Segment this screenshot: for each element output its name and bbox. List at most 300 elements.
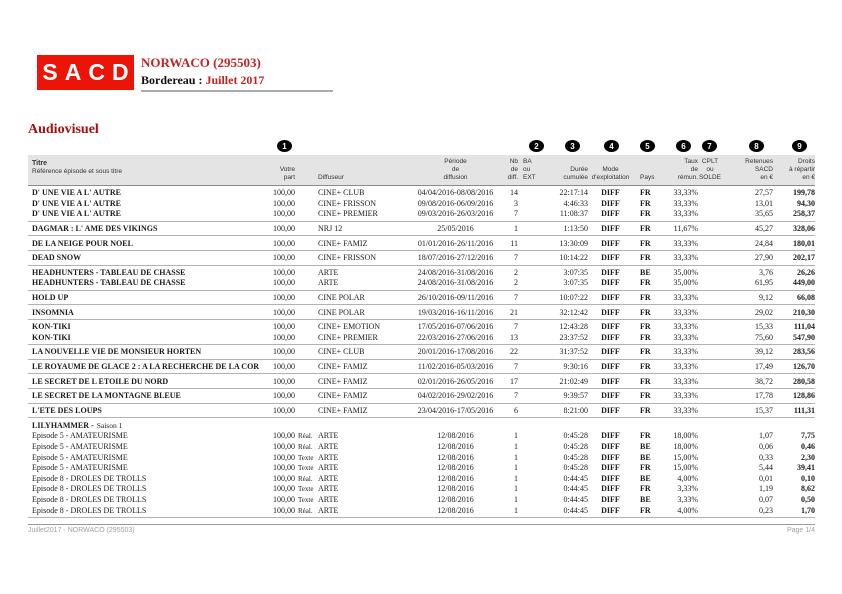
cell-dur: 0:45:28 [563, 463, 588, 473]
marker-3: 3 [565, 140, 580, 152]
cell-dif: CINE+ FAMIZ [318, 238, 368, 248]
table-row [28, 362, 815, 373]
cell-dur: 31:37:52 [559, 347, 588, 357]
cell-dur: 4:46:33 [563, 198, 588, 208]
cell-dur: 9:30:16 [563, 362, 588, 372]
cell-dur: 10:07:22 [559, 293, 588, 303]
royalties-table [28, 155, 815, 518]
cell-dur: 0:44:45 [563, 473, 588, 483]
cell-role: Réal. [298, 506, 313, 515]
cell-mode: DIFF [601, 332, 620, 342]
cell-nb: 7 [514, 322, 518, 332]
cell-taux: 4,00% [677, 505, 698, 515]
cell-taux: 15,00% [673, 452, 698, 462]
cell-dif: ARTE [318, 505, 339, 515]
cell-per: 18/07/2016-27/12/2016 [417, 253, 494, 263]
marker-1: 1 [277, 140, 292, 152]
col-mode: Mode d'exploitation [591, 166, 630, 181]
cell-dro: 449,00 [793, 278, 815, 288]
cell-part: 100,00 [273, 494, 295, 504]
cell-ret: 5,44 [759, 463, 773, 473]
cell-ret: 27,90 [755, 253, 773, 263]
cell-per: 22/03/2016-27/06/2016 [417, 332, 494, 342]
cell-dif: CINE+ EMOTION [318, 322, 381, 332]
cell-title: Episode 5 - AMATEURISME [32, 452, 128, 462]
cell-mode: DIFF [601, 463, 620, 473]
cell-taux: 33,33% [673, 188, 698, 198]
cell-dur: 0:45:28 [563, 431, 588, 441]
table-row [28, 199, 815, 210]
cell-ret: 13,01 [755, 198, 773, 208]
cell-per: 19/03/2016-16/11/2016 [417, 307, 494, 317]
cell-per: 01/01/2016-26/11/2016 [417, 238, 494, 248]
cell-taux: 33,33% [673, 362, 698, 372]
cell-taux: 35,00% [673, 278, 698, 288]
cell-title: HEADHUNTERS - TABLEAU DE CHASSE [32, 267, 186, 277]
cell-part: 100,00 [273, 376, 295, 386]
cell-taux: 3,33% [677, 494, 698, 504]
cell-part: 100,00 [273, 267, 295, 277]
cell-title: HEADHUNTERS - TABLEAU DE CHASSE [32, 278, 186, 288]
cell-nb: 1 [514, 505, 518, 515]
cell-per: 12/08/2016 [437, 452, 474, 462]
cell-dur: 32:12:42 [559, 307, 588, 317]
cell-role: Texte [298, 495, 314, 504]
cell-nb: 1 [514, 494, 518, 504]
cell-pays: FR [640, 278, 651, 288]
table-row [28, 406, 815, 417]
table-row [28, 347, 815, 358]
cell-dro: 8,62 [801, 484, 815, 494]
cell-dif: ARTE [318, 441, 339, 451]
cell-dur: 22:17:14 [559, 188, 588, 198]
marker-2: 2 [529, 140, 544, 152]
cell-ret: 3,76 [759, 267, 773, 277]
cell-title: Episode 5 - AMATEURISME [32, 431, 128, 441]
cell-ret: 0,33 [759, 452, 773, 462]
table-row [28, 307, 815, 318]
header-rule [141, 90, 333, 92]
cell-nb: 7 [514, 253, 518, 263]
cell-nb: 2 [514, 278, 518, 288]
cell-pays: FR [640, 405, 651, 415]
cell-ret: 15,37 [755, 405, 773, 415]
cell-dro: 39,41 [797, 463, 815, 473]
group-separator [28, 373, 815, 374]
table-row [28, 442, 815, 453]
group-separator [28, 250, 815, 251]
cell-role: Réal. [298, 432, 313, 441]
cell-pays: BE [640, 494, 651, 504]
cell-pays: FR [640, 391, 651, 401]
group-separator [28, 221, 815, 222]
cell-taux: 33,33% [673, 391, 698, 401]
table-header [28, 155, 815, 186]
table-row [28, 293, 815, 304]
group-separator [28, 344, 815, 345]
cell-dif: ARTE [318, 463, 339, 473]
group-separator [28, 290, 815, 291]
group-separator [28, 403, 815, 404]
marker-5: 5 [640, 140, 655, 152]
cell-pays: FR [640, 505, 651, 515]
cell-taux: 33,33% [673, 307, 698, 317]
cell-part: 100,00 [273, 473, 295, 483]
cell-pays: FR [640, 463, 651, 473]
col-titre: Titre Référence épisode et sous titre [32, 160, 122, 175]
cell-mode: DIFF [601, 505, 620, 515]
cell-part: 100,00 [273, 224, 295, 234]
cell-taux: 33,33% [673, 322, 698, 332]
cell-part: 100,00 [273, 362, 295, 372]
cell-dro: 1,70 [801, 505, 815, 515]
cell-ret: 0,06 [759, 441, 773, 451]
cell-title: Episode 5 - AMATEURISME [32, 441, 128, 451]
cell-taux: 33,33% [673, 405, 698, 415]
cell-nb: 11 [510, 238, 518, 248]
cell-pays: FR [640, 307, 651, 317]
table-row [28, 188, 815, 199]
cell-mode: DIFF [601, 347, 620, 357]
col-ba-ext: BA ou EXT [523, 158, 536, 181]
cell-ret: 35,65 [755, 209, 773, 219]
cell-nb: 7 [514, 362, 518, 372]
cell-title: D' UNE VIE A L' AUTRE [32, 198, 121, 208]
cell-title: LA NOUVELLE VIE DE MONSIEUR HORTEN [32, 347, 202, 357]
cell-nb: 1 [514, 224, 518, 234]
cell-mode: DIFF [601, 278, 620, 288]
bordereau-label: Bordereau : [141, 73, 203, 87]
cell-pays: FR [640, 224, 651, 234]
table-row [28, 473, 815, 484]
cell-dif: CINE+ FRISSON [318, 198, 377, 208]
cell-pays: BE [640, 452, 651, 462]
table-row [28, 268, 815, 279]
cell-part: 100,00 [273, 391, 295, 401]
cell-part: 100,00 [273, 441, 295, 451]
cell-dro: 280,58 [793, 376, 815, 386]
cell-part: 100,00 [273, 278, 295, 288]
cell-part: 100,00 [273, 405, 295, 415]
footer-left: Juillet2017 - NORWACO (295503) [28, 527, 135, 534]
cell-ret: 75,60 [755, 332, 773, 342]
cell-per: 12/08/2016 [437, 463, 474, 473]
marker-9: 9 [792, 140, 807, 152]
cell-nb: 1 [514, 431, 518, 441]
cell-nb: 1 [514, 452, 518, 462]
col-pays: Pays [640, 174, 655, 181]
cell-dur: 10:14:22 [559, 253, 588, 263]
cell-part: 100,00 [273, 484, 295, 494]
table-row [28, 278, 815, 289]
cell-dur: 11:08:37 [559, 209, 588, 219]
cell-per: 12/08/2016 [437, 473, 474, 483]
cell-dro: 94,30 [797, 198, 815, 208]
cell-dur: 9:39:57 [563, 391, 588, 401]
cell-mode: DIFF [601, 198, 620, 208]
table-body [28, 186, 815, 516]
cell-dur: 3:07:35 [563, 278, 588, 288]
cell-nb: 21 [510, 307, 518, 317]
cell-nb: 1 [514, 441, 518, 451]
cell-dro: 111,31 [793, 405, 815, 415]
cell-dur: 0:44:45 [563, 484, 588, 494]
cell-taux: 33,33% [673, 198, 698, 208]
cell-ret: 39,12 [755, 347, 773, 357]
cell-per: 09/03/2016-26/03/2016 [417, 209, 494, 219]
col-taux: Taux de rémun. [677, 158, 698, 181]
cell-per: 12/08/2016 [437, 505, 474, 515]
cell-per: 09/08/2016-06/09/2016 [417, 198, 494, 208]
cell-nb: 13 [510, 332, 518, 342]
cell-title: Episode 8 - DROLES DE TROLLS [32, 494, 147, 504]
cell-role: Texte [298, 464, 314, 473]
cell-dif: CINE+ CLUB [318, 188, 365, 198]
table-row [28, 238, 815, 249]
cell-part: 100,00 [273, 293, 295, 303]
cell-dur: 0:45:28 [563, 452, 588, 462]
footer-page-number: Page 1/4 [786, 527, 815, 534]
cell-ret: 9,12 [759, 293, 773, 303]
cell-title: Episode 8 - DROLES DE TROLLS [32, 505, 147, 515]
cell-nb: 6 [514, 405, 518, 415]
cell-mode: DIFF [601, 473, 620, 483]
cell-ret: 27,57 [755, 188, 773, 198]
cell-title: Episode 8 - DROLES DE TROLLS [32, 473, 147, 483]
cell-pays: FR [640, 253, 651, 263]
cell-dif: ARTE [318, 473, 339, 483]
cell-dro: 66,08 [797, 293, 815, 303]
cell-mode: DIFF [601, 209, 620, 219]
cell-ret: 38,72 [755, 376, 773, 386]
cell-mode: DIFF [601, 253, 620, 263]
bordereau-line [141, 73, 264, 88]
cell-dro: 180,01 [793, 238, 815, 248]
cell-ret: 45,27 [755, 224, 773, 234]
cell-ret: 0,23 [759, 505, 773, 515]
group-separator [28, 265, 815, 266]
cell-pays: FR [640, 293, 651, 303]
cell-role: Texte [298, 453, 314, 462]
cell-ret: 1,07 [759, 431, 773, 441]
cell-dur: 0:44:45 [563, 494, 588, 504]
cell-pays: FR [640, 431, 651, 441]
col-cplt-solde: CPLT ou SOLDE [698, 158, 722, 181]
cell-dro: 0,50 [801, 494, 815, 504]
cell-taux: 33,33% [673, 209, 698, 219]
table-row [28, 495, 815, 506]
cell-part: 100,00 [273, 332, 295, 342]
cell-part: 100,00 [273, 188, 295, 198]
cell-mode: DIFF [601, 494, 620, 504]
cell-nb: 1 [514, 484, 518, 494]
cell-per: 25/05/2016 [437, 224, 474, 234]
cell-dro: 0,10 [801, 473, 815, 483]
table-row [28, 484, 815, 495]
cell-dro: 328,06 [793, 224, 815, 234]
col-nb-diff: Nb de diff. [507, 158, 518, 181]
cell-ret: 15,33 [755, 322, 773, 332]
cell-nb: 22 [510, 347, 518, 357]
cell-dif: ARTE [318, 267, 339, 277]
group-separator [28, 359, 815, 360]
page-footer [28, 527, 815, 534]
cell-title: DE LA NEIGE POUR NOEL [32, 238, 133, 248]
cell-dro: 7,75 [801, 431, 815, 441]
cell-taux: 35,00% [673, 267, 698, 277]
cell-pays: FR [640, 484, 651, 494]
cell-title: D' UNE VIE A L' AUTRE [32, 188, 121, 198]
cell-dif: ARTE [318, 278, 339, 288]
cell-pays: FR [640, 362, 651, 372]
cell-pays: FR [640, 209, 651, 219]
cell-per: 12/08/2016 [437, 494, 474, 504]
cell-part: 100,00 [273, 238, 295, 248]
cell-dur: 13:30:09 [559, 238, 588, 248]
cell-taux: 15,00% [673, 463, 698, 473]
cell-per: 24/08/2016-31/08/2016 [417, 278, 494, 288]
cell-dif: CINE POLAR [318, 293, 365, 303]
cell-mode: DIFF [601, 452, 620, 462]
cell-ret: 0,07 [759, 494, 773, 504]
series-header-row [28, 420, 815, 431]
col-diffuseur: Diffuseur [318, 174, 344, 181]
table-row [28, 431, 815, 442]
cell-per: 02/01/2016-26/05/2016 [417, 376, 494, 386]
table-bottom-rule [28, 517, 815, 518]
cell-mode: DIFF [601, 376, 620, 386]
group-separator [28, 417, 815, 418]
marker-4: 4 [604, 140, 619, 152]
cell-pays: FR [640, 332, 651, 342]
cell-mode: DIFF [601, 441, 620, 451]
cell-mode: DIFF [601, 484, 620, 494]
cell-dif: CINE+ FAMIZ [318, 376, 368, 386]
sacd-logo [37, 55, 134, 90]
col-duree: Durée cumulée [563, 166, 588, 181]
cell-pays: FR [640, 322, 651, 332]
group-separator [28, 235, 815, 236]
cell-part: 100,00 [273, 209, 295, 219]
cell-dro: 128,86 [793, 391, 815, 401]
table-row [28, 452, 815, 463]
cell-nb: 1 [514, 473, 518, 483]
cell-title: DEAD SNOW [32, 253, 82, 263]
table-row [28, 322, 815, 333]
cell-taux: 33,33% [673, 253, 698, 263]
cell-ret: 29,02 [755, 307, 773, 317]
cell-role: Réal. [298, 474, 313, 483]
cell-title: Episode 8 - DROLES DE TROLLS [32, 484, 147, 494]
cell-mode: DIFF [601, 238, 620, 248]
col-droits: Droits à répartir en € [788, 158, 815, 181]
cell-ret: 17,78 [755, 391, 773, 401]
cell-dif: NRJ 12 [318, 224, 343, 234]
cell-pays: FR [640, 238, 651, 248]
cell-dro: 210,30 [793, 307, 815, 317]
cell-dif: CINE+ FRISSON [318, 253, 377, 263]
cell-dro: 283,56 [793, 347, 815, 357]
cell-pays: BE [640, 441, 651, 451]
cell-dro: 0,46 [801, 441, 815, 451]
cell-dro: 126,70 [793, 362, 815, 372]
cell-dur: 8:21:00 [563, 405, 588, 415]
cell-part: 100,00 [273, 452, 295, 462]
cell-pays: FR [640, 347, 651, 357]
cell-dur: 1:13:50 [563, 224, 588, 234]
cell-title: DAGMAR : L' AME DES VIKINGS [32, 224, 158, 234]
table-row [28, 209, 815, 220]
cell-per: 04/04/2016-08/08/2016 [417, 188, 494, 198]
cell-dro: 26,26 [797, 267, 815, 277]
cell-per: 12/08/2016 [437, 431, 474, 441]
cell-dur: 0:45:28 [563, 441, 588, 451]
cell-dur: 23:37:52 [559, 332, 588, 342]
footer-rule [28, 524, 815, 525]
cell-mode: DIFF [601, 405, 620, 415]
cell-title: D' UNE VIE A L' AUTRE [32, 209, 121, 219]
cell-dif: CINE+ PREMIER [318, 332, 378, 342]
cell-title: L'ETE DES LOUPS [32, 405, 102, 415]
cell-dif: ARTE [318, 452, 339, 462]
cell-per: 26/10/2016-09/11/2016 [417, 293, 494, 303]
cell-mode: DIFF [601, 224, 620, 234]
cell-taux: 18,00% [673, 431, 698, 441]
col-periode: Période de diffusion [443, 158, 468, 181]
cell-taux: 11,67% [673, 224, 698, 234]
cell-per: 23/04/2016-17/05/2016 [417, 405, 494, 415]
table-row [28, 224, 815, 235]
section-title: Audiovisuel [28, 122, 99, 137]
cell-taux: 33,33% [673, 293, 698, 303]
cell-per: 12/08/2016 [437, 441, 474, 451]
cell-dif: CINE+ FAMIZ [318, 362, 368, 372]
cell-mode: DIFF [601, 391, 620, 401]
cell-per: 12/08/2016 [437, 484, 474, 494]
cell-title: KON-TIKI [32, 332, 71, 342]
cell-taux: 18,00% [673, 441, 698, 451]
account-title: NORWACO (295503) [141, 55, 261, 70]
cell-per: 24/08/2016-31/08/2016 [417, 267, 494, 277]
bordereau-value: Juillet 2017 [205, 73, 265, 87]
cell-pays: FR [640, 376, 651, 386]
cell-dif: CINE+ PREMIER [318, 209, 378, 219]
cell-ret: 61,95 [755, 278, 773, 288]
cell-part: 100,00 [273, 253, 295, 263]
cell-title: Episode 5 - AMATEURISME [32, 463, 128, 473]
cell-per: 11/02/2016-05/03/2016 [417, 362, 494, 372]
cell-role: Texte [298, 485, 314, 494]
cell-title: KON-TIKI [32, 322, 71, 332]
cell-taux: 3,33% [677, 484, 698, 494]
cell-nb: 7 [514, 209, 518, 219]
marker-8: 8 [749, 140, 764, 152]
cell-part: 100,00 [273, 505, 295, 515]
col-votre-part: Votre part [279, 166, 295, 181]
cell-mode: DIFF [601, 267, 620, 277]
table-row [28, 505, 815, 516]
cell-dur: 0:44:45 [563, 505, 588, 515]
cell-dif: ARTE [318, 494, 339, 504]
cell-taux: 33,33% [673, 376, 698, 386]
cell-dif: CINE POLAR [318, 307, 365, 317]
cell-title: LE SECRET DE LA MONTAGNE BLEUE [32, 391, 181, 401]
series-season: Saison 1 [96, 421, 123, 431]
cell-dur: 12:43:28 [559, 322, 588, 332]
cell-per: 17/05/2016-07/06/2016 [417, 322, 494, 332]
cell-ret: 1,19 [759, 484, 773, 494]
cell-dur: 3:07:35 [563, 267, 588, 277]
